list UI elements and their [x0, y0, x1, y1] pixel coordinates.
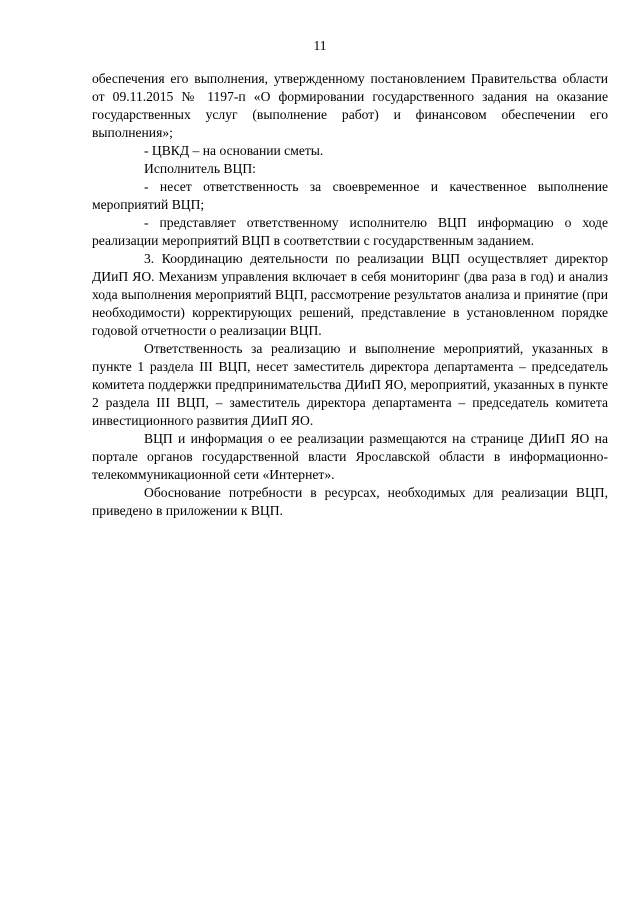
paragraph-coordination: 3. Координацию деятельности по реализации ВЦП осуществляет директор ДИиП ЯО. Механизм управления включает в себя мониторинг (два раза в год) и анализ хода выполнения мероприятий ВЦП, рассмотрение результатов анализа и принятие (при необходимости) корректирующих решений, представление в установленном порядке годовой отчетности о реализации ВЦП.: [92, 251, 608, 338]
paragraph-executor-responsibility: - несет ответственность за своевременное и качественное выполнение мероприятий ВЦП;: [92, 179, 608, 212]
document-body: [92, 70, 608, 520]
paragraph-responsibility: Ответственность за реализацию и выполнение мероприятий, указанных в пункте 1 раздела III ВЦП, несет заместитель директора департамента – председатель комитета поддержки предпринимательства ДИиП ЯО, мероприятий, указанных в пункте 2 раздела III ВЦП, – заместитель директора департамента – председатель комитета инвестиционного развития ДИиП ЯО.: [92, 341, 608, 428]
paragraph-publication: ВЦП и информация о ее реализации размещаются на странице ДИиП ЯО на портале органов государственной власти Ярославской области в информационно-телекоммуникационной сети «Интернет».: [92, 431, 608, 482]
paragraph-executor-heading: Исполнитель ВЦП:: [144, 161, 256, 176]
paragraph-resources: Обоснование потребности в ресурсах, необходимых для реализации ВЦП, приведено в приложении к ВЦП.: [92, 485, 608, 518]
paragraph-continuation: обеспечения его выполнения, утвержденному постановлением Правительства области от 09.11.2015 № 1197-п «О формировании государственного задания на оказание государственных услуг (выполнение работ) и финансовом обеспечении его выполнения»;: [92, 71, 608, 140]
paragraph-cvkd: - ЦВКД – на основании сметы.: [144, 143, 324, 158]
page-number: 11: [313, 38, 327, 53]
paragraph-executor-reporting: - представляет ответственному исполнителю ВЦП информацию о ходе реализации мероприятий ВЦП в соответствии с государственным заданием.: [92, 215, 608, 248]
